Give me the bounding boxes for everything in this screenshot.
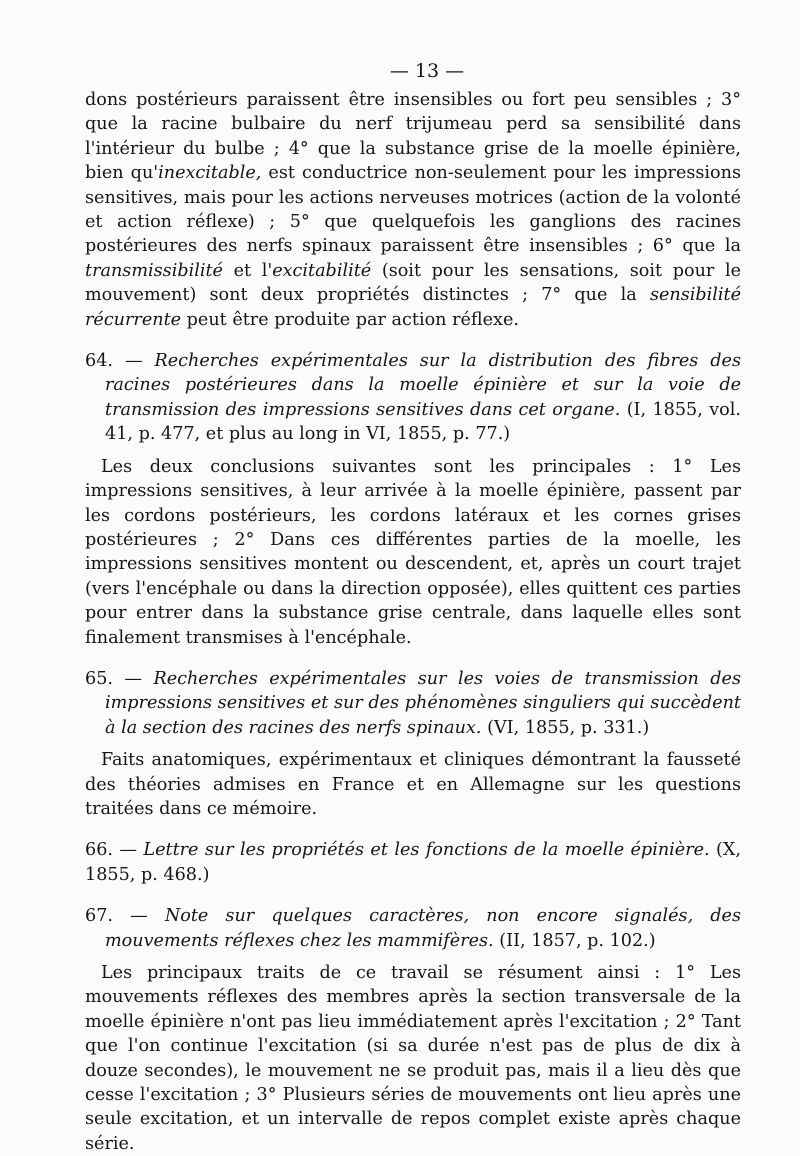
text-block (85, 60, 741, 1156)
intro-text-1: dons postérieurs paraissent être insensibles ou fort peu sensibles ; 3° que la racine bulbaire du nerf trijumeau perd sa sensibilité dans l'intérieur du bulbe ; 4° que la substance grise de la moelle épinière, bien qu' (85, 90, 741, 184)
page-number: — 13 — (389, 60, 465, 82)
entry-64-number: 64. — (85, 351, 155, 372)
entry-65-title: Recherches expérimentales sur les voies de transmission des impressions sensitives et sur des phénomènes singuliers qui succèdent à la section des racines des nerfs spinaux. (105, 668, 741, 738)
intro-paragraph (85, 88, 741, 332)
entry-64-reference: (I, 1855, vol. 41, p. 477, et plus au long in VI, 1855, p. 77.) (105, 399, 741, 445)
entry-66-reference: (X, 1855, p. 468.) (85, 840, 742, 885)
intro-text-5: peut être produite par action réflexe. (181, 309, 519, 330)
intro-em-4: sensibilité récurrente (85, 285, 741, 330)
entry-67-number: 67. — (85, 906, 165, 927)
entry-65-number: 65. — (85, 668, 154, 689)
intro-text-4: (soit pour les sensations, soit pour le mouvement) sont deux propriétés distinctes ; 7° que la (85, 260, 741, 306)
entry-67-heading (85, 904, 741, 953)
intro-em-3: excitabilité (272, 260, 372, 281)
entry-64-heading (85, 349, 741, 447)
entry-65-body: Faits anatomiques, expérimentaux et cliniques démontrant la fausseté des théories admises en France et en Allemagne sur les questions traitées dans ce mémoire. (85, 750, 741, 819)
intro-em-1: inexcitable, (158, 163, 262, 184)
entry-66-number: 66. — (85, 840, 144, 861)
intro-text-3: et l' (222, 260, 273, 281)
entry-67-body: Les principaux traits de ce travail se résument ainsi : 1° Les mouvements réflexes des membres après la section transversale de la moelle épinière n'ont pas lieu immédiatement après l'excitation ; 2° Tant que l'on continue l'excitation (si sa durée n'est pas de plus de dix à douze secondes), le mouvement ne se produit pas, mais il a lieu dès que cesse l'excitation ; 3° Plusieurs séries de mouvements ont lieu après une seule excitation, et un intervalle de repos complet existe après chaque série. (85, 963, 741, 1154)
entry-65-heading (85, 667, 741, 740)
intro-em-2: transmissibilité (85, 260, 223, 281)
entry-66-title: Lettre sur les propriétés et les fonctions de la moelle épinière. (143, 840, 710, 861)
entry-65-reference: (VI, 1855, p. 331.) (481, 717, 650, 738)
entry-67-title: Note sur quelques caractères, non encore signalés, des mouvements réflexes chez les mammifères. (105, 906, 741, 951)
entry-67-reference: (II, 1857, p. 102.) (493, 930, 656, 951)
entry-66-heading (85, 838, 741, 887)
entry-64-title: Recherches expérimentales sur la distribution des fibres des racines postérieures dans la moelle épinière et sur la voie de transmission des impressions sensitives dans cet organe. (105, 351, 741, 420)
intro-text-2: est conductrice non-seulement pour les impressions sensitives, mais pour les actions nerveuses motrices (action de la volonté et action réflexe) ; 5° que quelquefois les ganglions des racines postérieures des nerfs spinaux paraissent être insensibles ; 6° que la (85, 163, 741, 257)
entry-64-body: Les deux conclusions suivantes sont les principales : 1° Les impressions sensitives, à leur arrivée à la moelle épinière, passent par les cordons postérieurs, les cordons latéraux et les cornes grises postérieures ; 2° Dans ces différentes parties de la moelle, les impressions sensitives montent ou descendent, et, après un court trajet (vers l'encéphale ou dans la direction opposée), elles quittent ces parties pour entrer dans la substance grise centrale, dans laquelle elles sont finalement transmises à l'encéphale. (85, 456, 741, 648)
